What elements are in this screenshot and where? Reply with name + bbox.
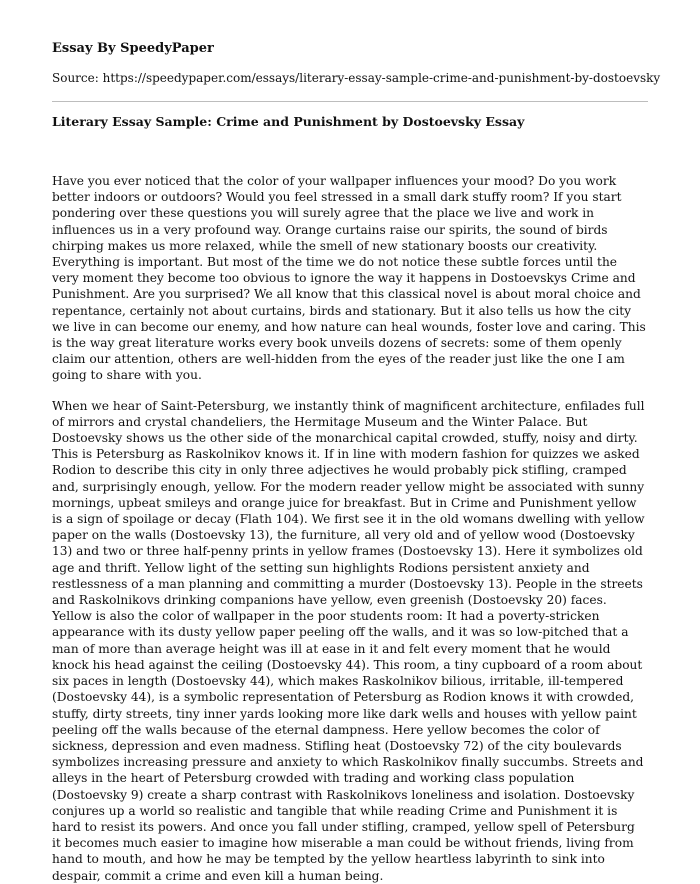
source-line bbox=[52, 70, 661, 87]
document-header-title: Essay By SpeedyPaper bbox=[52, 41, 214, 56]
essay-body bbox=[52, 173, 646, 884]
essay-title: Literary Essay Sample: Crime and Punishment by Dostoevsky Essay bbox=[52, 114, 525, 129]
header-divider bbox=[52, 101, 648, 102]
essay-paragraph: Have you ever noticed that the color of your wallpaper influences your mood? Do you work better indoors or outdoors? Would you feel stressed in a small dark stuffy room? If you start pondering over these questions you will surely agree that the place we live and work in influences us in a very profound way. Orange curtains raise our spirits, the sound of birds chirping makes us more relaxed, while the smell of new stationary boosts our creativity. Everything is important. But most of the time we do not notice these subtle forces until the very moment they become too obvious to ignore the way it happens in Dostoevskys Crime and Punishment. Are you surprised? We all know that this classical novel is about moral choice and repentance, certainly not about curtains, birds and stationary. But it also tells us how the city we live in can become our enemy, and how nature can heal wounds, foster love and caring. This is the way great literature works every book unveils dozens of secrets: some of them openly claim our attention, others are well-hidden from the eyes of the reader just like the one I am going to share with you. bbox=[52, 174, 646, 383]
source-label: Source: bbox=[52, 71, 99, 85]
essay-paragraph: When we hear of Saint-Petersburg, we instantly think of magnificent architecture, enfilades full of mirrors and crystal chandeliers, the Hermitage Museum and the Winter Palace. But Dostoevsky shows us the other side of the monarchical capital crowded, stuffy, noisy and dirty. This is Petersburg as Raskolnikov knows it. If in line with modern fashion for quizzes we asked Rodion to describe this city in only three adjectives he would probably pick stifling, cramped and, surprisingly enough, yellow. For the modern reader yellow might be associated with sunny mornings, upbeat smileys and orange juice for breakfast. But in Crime and Punishment yellow is a sign of spoilage or decay (Flath 104). We first see it in the old womans dwelling with yellow paper on the walls (Dostoevsky 13), the furniture, all very old and of yellow wood (Dostoevsky 13) and two or three half-penny prints in yellow frames (Dostoevsky 13). Here it symbolizes old age and thrift. Yellow light of the setting sun highlights Rodions persistent anxiety and restlessness of a man planning and committing a murder (Dostoevsky 13). People in the streets and Raskolnikovs drinking companions have yellow, even greenish (Dostoevsky 20) faces. Yellow is also the color of wallpaper in the poor students room: It had a poverty-stricken appearance with its dusty yellow paper peeling off the walls, and it was so low-pitched that a man of more than average height was ill at ease in it and felt every moment that he would knock his head against the ceiling (Dostoevsky 44). This room, a tiny cupboard of a room about six paces in length (Dostoevsky 44), which makes Raskolnikov bilious, irritable, ill-tempered (Dostoevsky 44), is a symbolic representation of Petersburg as Rodion knows it with crowded, stuffy, dirty streets, tiny inner yards looking more like dark wells and houses with yellow paint peeling off the walls because of the eternal dampness. Here yellow becomes the color of sickness, depression and even madness. Stifling heat (Dostoevsky 72) of the city boulevards symbolizes increasing pressure and anxiety to which Raskolnikov finally succumbs. Streets and alleys in the heart of Petersburg crowded with trading and working class population (Dostoevsky 9) create a sharp contrast with Raskolnikovs loneliness and isolation. Dostoevsky conjures up a world so realistic and tangible that while reading Crime and Punishment it is hard to resist its powers. And once you fall under stifling, cramped, yellow spell of Petersburg it becomes much easier to imagine how miserable a man could be without friends, living from hand to mouth, and how he may be tempted by the yellow heartless labyrinth to sink into despair, commit a crime and even kill a human being. bbox=[52, 398, 645, 883]
source-url: https://speedypaper.com/essays/literary-essay-sample-crime-and-punishment-by-dostoevsky bbox=[102, 71, 661, 85]
